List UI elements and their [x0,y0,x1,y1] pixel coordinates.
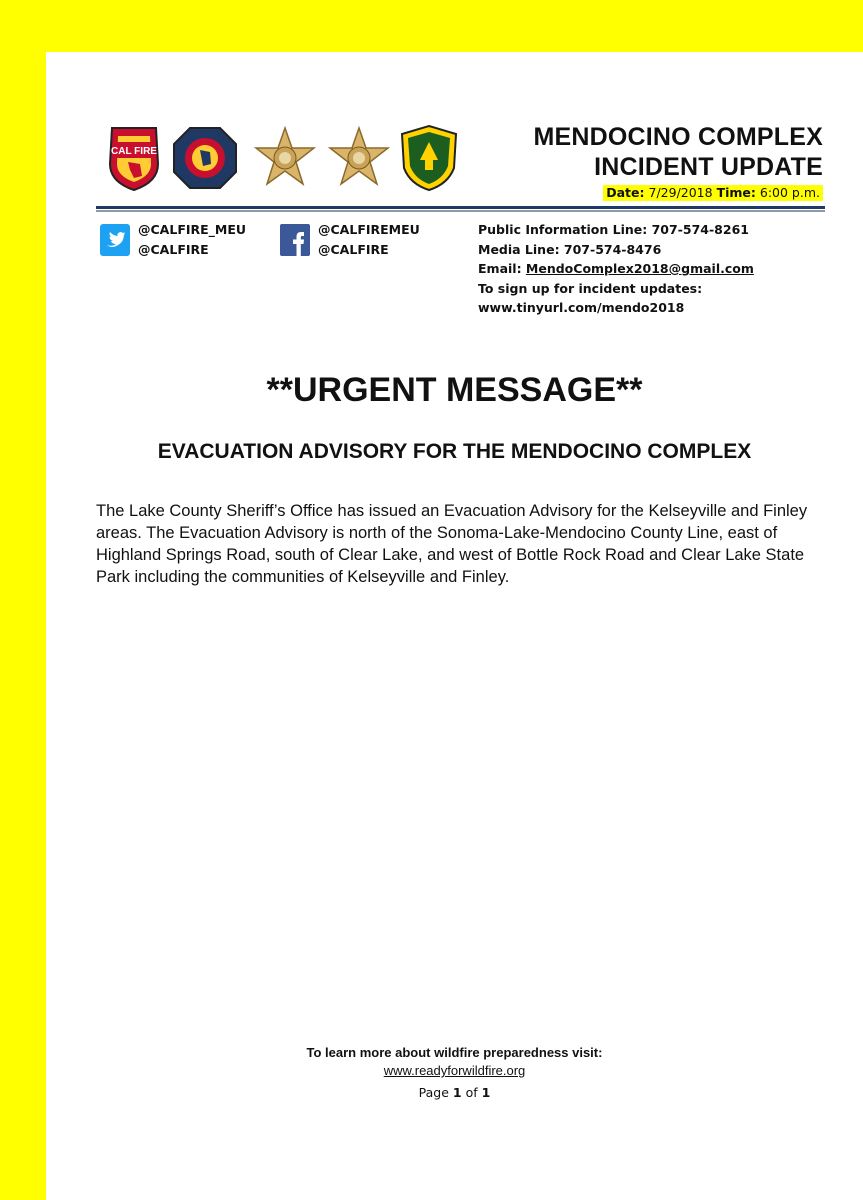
page-footer [46,1044,863,1102]
facebook-icon[interactable] [280,224,310,256]
forest-service-logo [398,124,460,192]
sheriff-badge-2 [326,124,392,192]
advisory-body: The Lake County Sheriff’s Office has issued an Evacuation Advisory for the Kelseyville and Finley areas. The Evacuation Advisory is north of the Sonoma-Lake-Mendocino County Line, east of Highland Springs Road, south of Clear Lake, and west of Bottle Rock Road and Clear Lake State Park including the communities of Kelseyville and Finley. [96,502,808,586]
page-of: of [461,1085,482,1100]
time-label: Time: [716,185,756,200]
document-page [46,52,863,1200]
page-current: 1 [452,1085,462,1100]
signup-text: To sign up for incident updates: [478,280,703,296]
email-label: Email: [478,261,526,276]
readyforwildfire-link[interactable]: www.readyforwildfire.org [383,1063,526,1078]
time-value: 6:00 p.m. [759,185,820,200]
page-label: Page [418,1085,453,1100]
email-link[interactable]: MendoComplex2018@gmail.com [525,261,754,276]
signup-link[interactable]: www.tinyurl.com/mendo2018 [478,300,685,315]
advisory-title: EVACUATION ADVISORY FOR THE MENDOCINO COMPLEX [157,440,752,463]
facebook-handle-1[interactable]: @CALFIREMEU [318,222,420,237]
sheriff-badge-1 [252,124,318,192]
incident-title [533,122,823,182]
agency-logos [106,124,466,194]
header-divider-blue [96,206,825,209]
date-label: Date: [606,185,645,200]
urgent-heading: **URGENT MESSAGE** [266,371,643,409]
media-line: Media Line: 707-574-8476 [478,241,662,257]
email-line [478,259,818,279]
twitter-handle-2[interactable]: @CALFIRE [138,242,209,257]
page-total: 1 [481,1085,491,1100]
facebook-handle-2[interactable]: @CALFIRE [318,242,389,257]
svg-text:CAL FIRE: CAL FIRE [111,146,157,157]
date-value: 7/29/2018 [648,185,713,200]
page-number [46,1084,863,1102]
header-divider-grey [96,210,825,212]
calfire-logo [106,124,162,192]
public-info-line: Public Information Line: 707-574-8261 [478,222,749,237]
date-time-line [603,185,823,201]
title-line-2: INCIDENT UPDATE [594,153,823,181]
twitter-handle-1[interactable]: @CALFIRE_MEU [138,222,247,237]
fire-department-logo [170,124,240,192]
title-line-1: MENDOCINO COMPLEX [533,123,823,151]
learn-more-text: To learn more about wildfire preparedness visit: [306,1045,603,1060]
contact-info [478,220,818,318]
twitter-icon[interactable] [100,224,130,256]
